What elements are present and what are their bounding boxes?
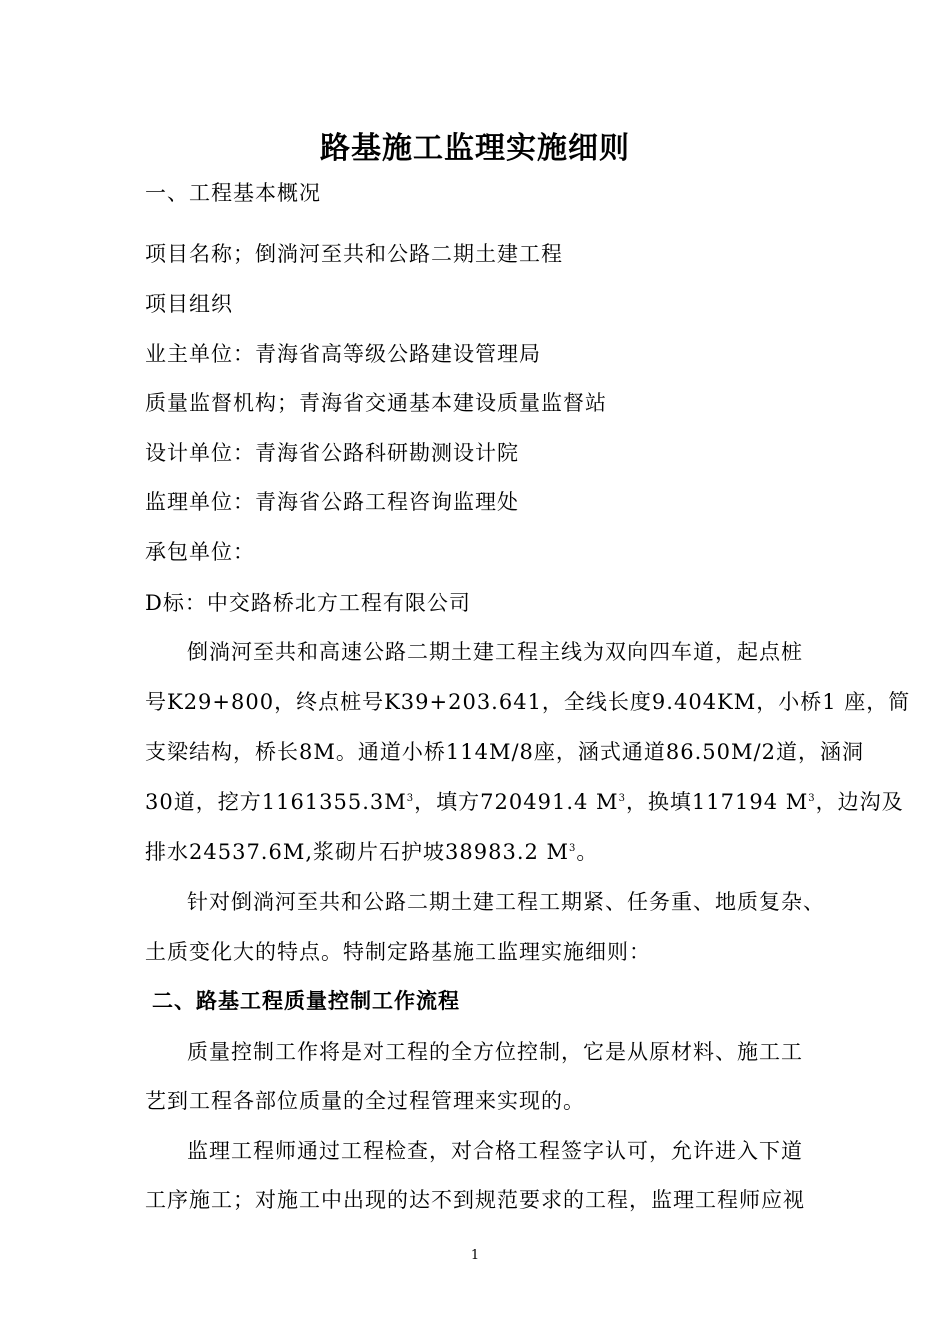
para1-line1: 倒淌河至共和高速公路二期土建工程主线为双向四车道，起点桩 (187, 640, 803, 664)
supervision-unit: 监理单位：青海省公路工程咨询监理处 (145, 490, 519, 514)
section-2-heading: 二、路基工程质量控制工作流程 (152, 989, 460, 1013)
s2-para1-line2: 艺到工程各部位质量的全过程管理来实现的。 (145, 1089, 585, 1113)
contractor-unit: 承包单位： (145, 540, 255, 564)
para1-line4: 30道，挖方$1161355.3M^3$，填方720491.4 $M^3$，换填117194 $M^3$，边沟及 (145, 790, 904, 814)
project-name: 项目名称；倒淌河至共和公路二期土建工程 (145, 242, 563, 266)
para1-line3: 支梁结构，桥长8M。通道小桥114M/8座，涵式通道86.50M/2道，涵洞 (145, 740, 864, 764)
s2-para1-line1: 质量控制工作将是对工程的全方位控制，它是从原材料、施工工 (187, 1040, 803, 1064)
para1-line2: 号K29+800，终点桩号K39+203.641，全线长度9.404KM，小桥1 座，简 (145, 690, 911, 714)
s2-para2-line2: 工序施工；对施工中出现的达不到规范要求的工程，监理工程师应视 (145, 1188, 805, 1212)
owner-unit: 业主单位：青海省高等级公路建设管理局 (145, 342, 541, 366)
para1-line5: 排水24537.6M,浆砌片石护坡38983.2 $M^3$。 (145, 840, 599, 864)
page-number: 1 (470, 1248, 480, 1263)
quality-supervision-unit: 质量监督机构；青海省交通基本建设质量监督站 (145, 391, 607, 415)
page-title: 路基施工监理实施细则 (320, 131, 630, 166)
s2-para2-line1: 监理工程师通过工程检查，对合格工程签字认可，允许进入下道 (187, 1139, 803, 1163)
para2-line1: 针对倒淌河至共和公路二期土建工程工期紧、任务重、地质复杂、 (187, 890, 825, 914)
section-1-heading: 一、工程基本概况 (145, 181, 321, 205)
design-unit: 设计单位：青海省公路科研勘测设计院 (145, 441, 519, 465)
project-org: 项目组织 (145, 292, 233, 316)
section-d-contractor: D标：中交路桥北方工程有限公司 (145, 591, 471, 615)
para2-line2: 土质变化大的特点。特制定路基施工监理实施细则： (145, 940, 651, 964)
